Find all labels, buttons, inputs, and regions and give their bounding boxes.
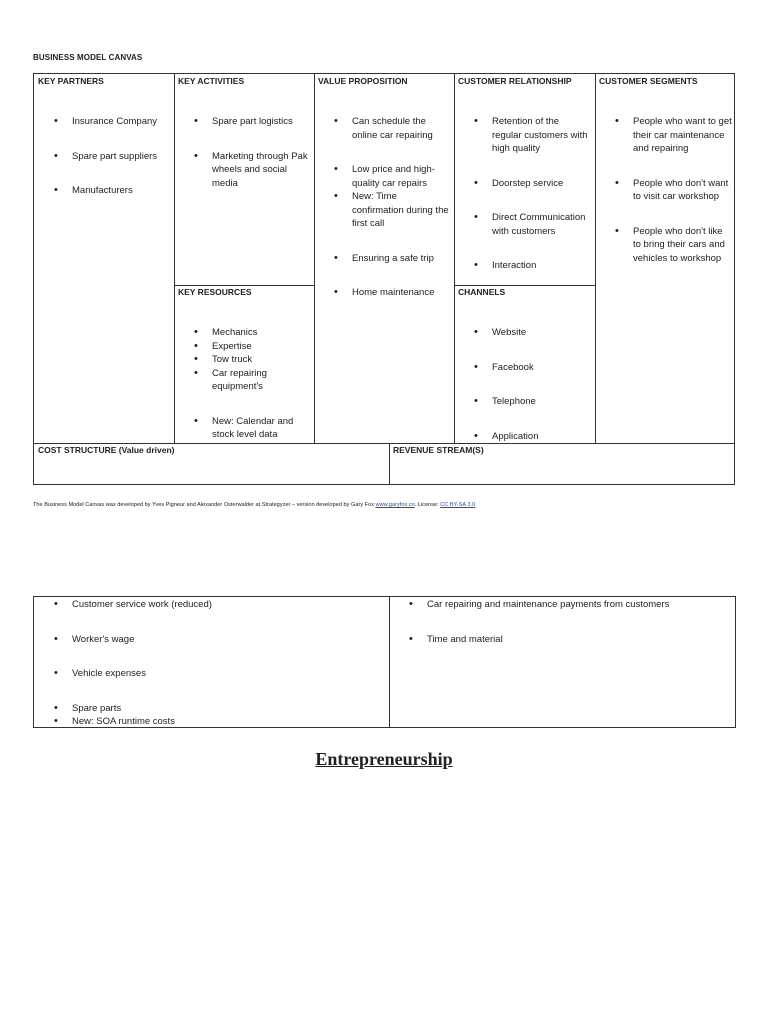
list-item: • Expertise (193, 340, 311, 354)
list-item: • People who don't like to bring their cars and vehicles to workshop (614, 225, 732, 266)
value-proposition-section (314, 74, 454, 443)
key-activities-section (174, 74, 314, 285)
footnote-license-text: . License: (414, 502, 441, 508)
customer-segments-list (614, 115, 732, 265)
footnote-text: The Business Model Canvas was developed by Yves Pigneur and Alexander Osterwalder at Strategyzer – version developed by Gary Fox (33, 502, 376, 508)
list-item: • Car repairing and maintenance payments from customers (408, 598, 733, 612)
list-item: • Manufacturers (53, 184, 171, 198)
list-item: • Retention of the regular customers with high quality (473, 115, 591, 156)
divider (389, 597, 390, 727)
list-item: • Website (473, 326, 591, 340)
costs-list (53, 598, 383, 729)
cost-structure-section (34, 443, 389, 484)
list-item: • People who want to get their car maintenance and repairing (614, 115, 732, 156)
business-model-canvas (33, 73, 735, 485)
list-item: • Spare part logistics (193, 115, 311, 129)
list-item: • Direct Communication with customers (473, 211, 591, 238)
license-link[interactable]: CC BY-SA 3.0 (440, 502, 476, 508)
customer-segments-section (595, 74, 734, 443)
list-item: • Car repairing equipment's (193, 367, 311, 394)
list-item: • Time and material (408, 633, 733, 647)
garyfox-link[interactable]: www.garyfox.co (375, 502, 415, 508)
channels-section (454, 285, 595, 443)
section-heading-text: Entrepreneurship (315, 749, 453, 769)
document-title: BUSINESS MODEL CANVAS (33, 53, 143, 62)
revenues-list (408, 598, 733, 646)
list-item: • Doorstep service (473, 177, 591, 191)
list-item: • Facebook (473, 361, 591, 375)
customer-segments-heading: CUSTOMER SEGMENTS (599, 76, 698, 86)
key-resources-list (193, 326, 311, 442)
list-item: • New: Calendar and stock level data (193, 415, 311, 442)
channels-heading: CHANNELS (458, 287, 506, 297)
value-proposition-heading: VALUE PROPOSITION (318, 76, 408, 86)
list-item: • Application (473, 430, 591, 444)
list-item: • New: Time confirmation during the first call (333, 190, 451, 231)
key-partners-heading: KEY PARTNERS (38, 76, 104, 86)
customer-relationship-section (454, 74, 595, 285)
list-item: • Insurance Company (53, 115, 171, 129)
list-item: • People who don't want to visit car workshop (614, 177, 732, 204)
list-item: • Customer service work (reduced) (53, 598, 383, 612)
revenue-streams-heading: REVENUE STREAM(S) (393, 445, 484, 455)
key-partners-list (53, 115, 171, 198)
key-resources-heading: KEY RESOURCES (178, 287, 252, 297)
cost-revenue-table (33, 596, 736, 728)
section-heading (0, 749, 768, 770)
list-item: • Marketing through Pak wheels and social media (193, 150, 311, 191)
cost-structure-heading: COST STRUCTURE (Value driven) (38, 445, 175, 455)
list-item: • Vehicle expenses (53, 667, 383, 681)
key-partners-section (34, 74, 174, 443)
list-item: • Home maintenance (333, 286, 451, 300)
list-item: • Interaction (473, 259, 591, 273)
list-item: • Low price and high-quality car repairs (333, 163, 451, 190)
list-item: • Worker's wage (53, 633, 383, 647)
attribution-footnote (33, 502, 475, 508)
customer-relationship-list (473, 115, 591, 273)
list-item: • New: SOA runtime costs (53, 715, 383, 729)
list-item: • Tow truck (193, 353, 311, 367)
key-activities-list (193, 115, 311, 190)
list-item: • Ensuring a safe trip (333, 252, 451, 266)
key-activities-heading: KEY ACTIVITIES (178, 76, 245, 86)
list-item: • Mechanics (193, 326, 311, 340)
customer-relationship-heading: CUSTOMER RELATIONSHIP (458, 76, 572, 86)
key-resources-section (174, 285, 314, 443)
list-item: • Spare parts (53, 702, 383, 716)
value-proposition-list (333, 115, 451, 300)
list-item: • Can schedule the online car repairing (333, 115, 451, 142)
list-item: • Spare part suppliers (53, 150, 171, 164)
revenue-streams-section (389, 443, 734, 484)
channels-list (473, 326, 591, 443)
list-item: • Telephone (473, 395, 591, 409)
